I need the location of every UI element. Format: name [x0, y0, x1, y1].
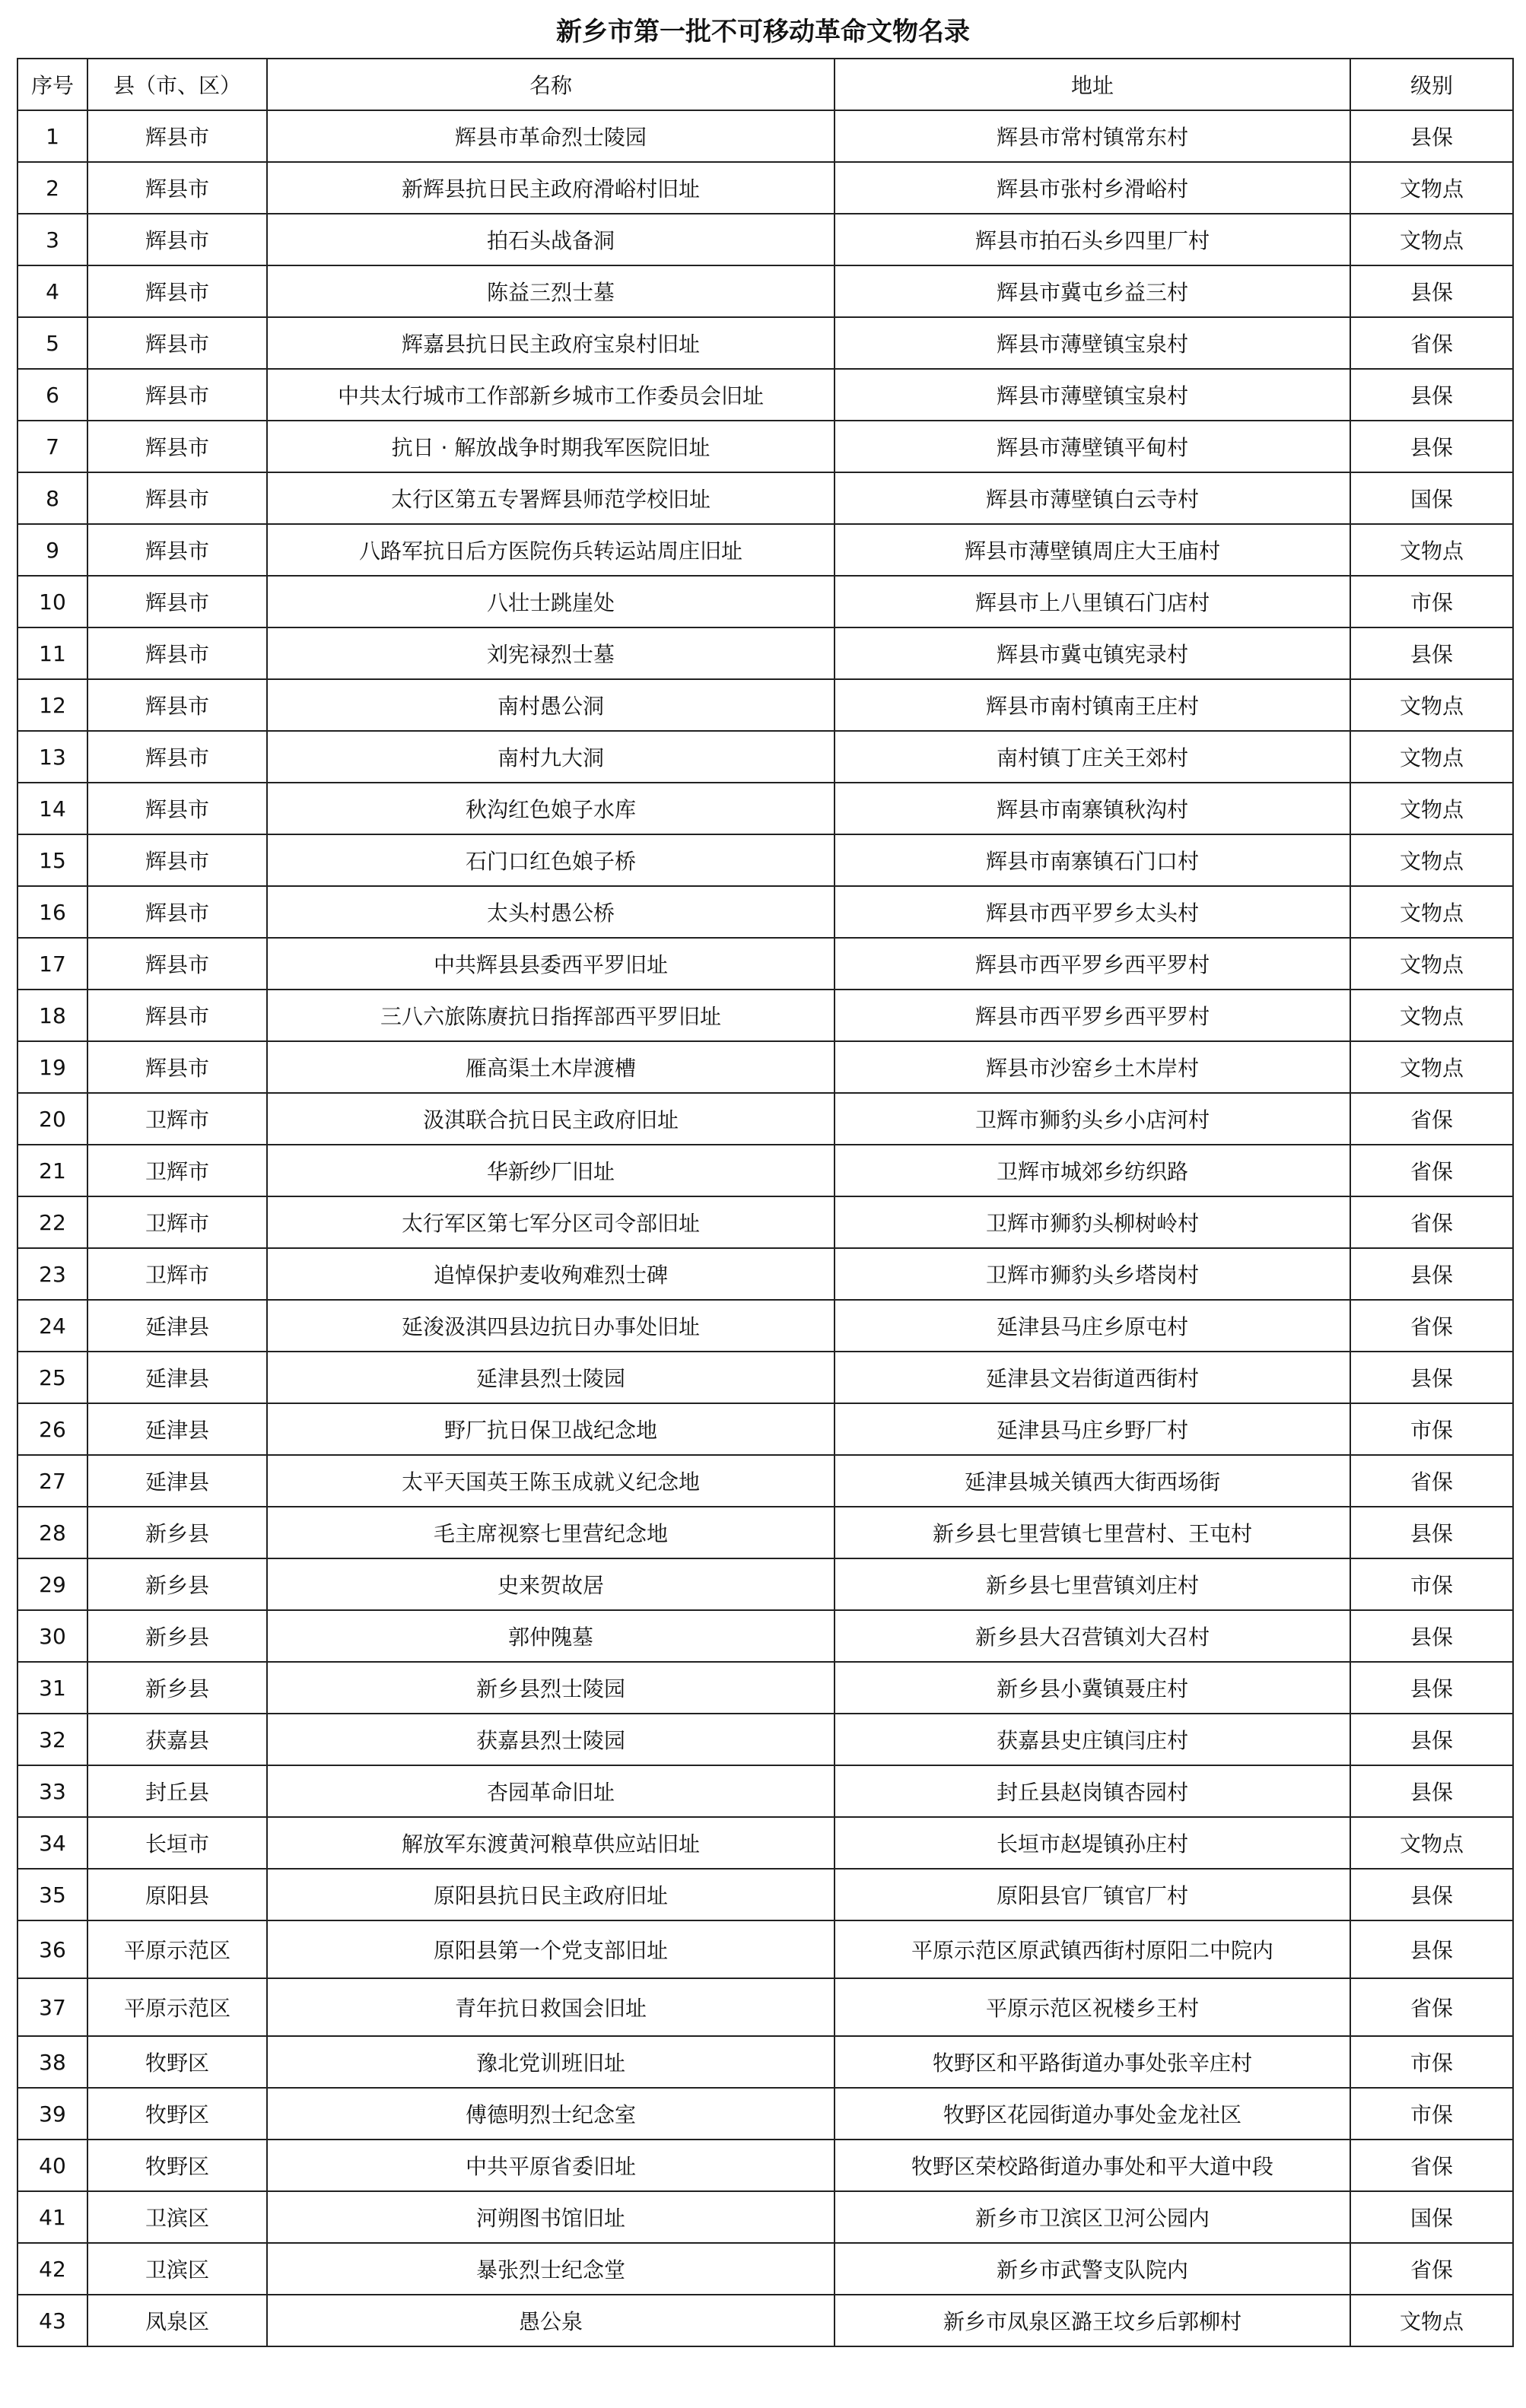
row-name-cell: 辉县市革命烈士陵园: [267, 110, 835, 162]
header-address: 地址: [835, 59, 1350, 110]
row-name-cell: 新辉县抗日民主政府滑峪村旧址: [267, 162, 835, 214]
row-level-cell: 文物点: [1350, 783, 1513, 834]
row-address-cell: 南村镇丁庄关王郊村: [835, 731, 1350, 783]
row-name-cell: 太头村愚公桥: [267, 886, 835, 938]
table-row: [17, 783, 1513, 834]
row-county-cell: 封丘县: [87, 1765, 267, 1817]
row-index-cell: 22: [17, 1196, 87, 1248]
row-level-cell: 县保: [1350, 421, 1513, 472]
row-county-cell: 卫滨区: [87, 2191, 267, 2243]
row-name-cell: 拍石头战备洞: [267, 214, 835, 265]
row-county-cell: 平原示范区: [87, 1920, 267, 1978]
row-name-cell: 南村九大洞: [267, 731, 835, 783]
table-row: [17, 317, 1513, 369]
row-index-cell: 1: [17, 110, 87, 162]
table-row: [17, 369, 1513, 421]
row-address-cell: 新乡县七里营镇七里营村、王屯村: [835, 1507, 1350, 1558]
table-row: [17, 214, 1513, 265]
row-level-cell: 县保: [1350, 265, 1513, 317]
row-county-cell: 辉县市: [87, 886, 267, 938]
row-name-cell: 陈益三烈士墓: [267, 265, 835, 317]
row-address-cell: 新乡县七里营镇刘庄村: [835, 1558, 1350, 1610]
row-county-cell: 新乡县: [87, 1507, 267, 1558]
row-address-cell: 辉县市薄壁镇周庄大王庙村: [835, 524, 1350, 576]
row-index-cell: 39: [17, 2088, 87, 2140]
row-level-cell: 市保: [1350, 2036, 1513, 2088]
table-row: [17, 472, 1513, 524]
row-county-cell: 延津县: [87, 1403, 267, 1455]
row-index-cell: 11: [17, 627, 87, 679]
row-name-cell: 八路军抗日后方医院伤兵转运站周庄旧址: [267, 524, 835, 576]
table-row: [17, 886, 1513, 938]
row-level-cell: 县保: [1350, 110, 1513, 162]
row-address-cell: 延津县马庄乡原屯村: [835, 1300, 1350, 1352]
row-county-cell: 延津县: [87, 1352, 267, 1403]
row-level-cell: 文物点: [1350, 679, 1513, 731]
row-index-cell: 34: [17, 1817, 87, 1869]
row-level-cell: 文物点: [1350, 886, 1513, 938]
row-county-cell: 辉县市: [87, 834, 267, 886]
row-county-cell: 辉县市: [87, 938, 267, 990]
row-level-cell: 国保: [1350, 2191, 1513, 2243]
table-row: [17, 265, 1513, 317]
row-index-cell: 17: [17, 938, 87, 990]
row-county-cell: 延津县: [87, 1455, 267, 1507]
row-county-cell: 长垣市: [87, 1817, 267, 1869]
row-level-cell: 省保: [1350, 1145, 1513, 1196]
row-level-cell: 省保: [1350, 1093, 1513, 1145]
table-body: [17, 110, 1513, 2346]
row-name-cell: 中共平原省委旧址: [267, 2140, 835, 2191]
row-index-cell: 13: [17, 731, 87, 783]
table-row: [17, 990, 1513, 1041]
table-row: [17, 2036, 1513, 2088]
header-county: 县（市、区）: [87, 59, 267, 110]
row-county-cell: 辉县市: [87, 110, 267, 162]
row-index-cell: 41: [17, 2191, 87, 2243]
row-county-cell: 辉县市: [87, 783, 267, 834]
row-name-cell: 新乡县烈士陵园: [267, 1662, 835, 1714]
row-county-cell: 卫辉市: [87, 1145, 267, 1196]
row-index-cell: 38: [17, 2036, 87, 2088]
header-level: 级别: [1350, 59, 1513, 110]
row-index-cell: 36: [17, 1920, 87, 1978]
table-row: [17, 1455, 1513, 1507]
row-level-cell: 省保: [1350, 1978, 1513, 2036]
row-county-cell: 辉县市: [87, 1041, 267, 1093]
row-address-cell: 延津县文岩街道西街村: [835, 1352, 1350, 1403]
row-name-cell: 南村愚公洞: [267, 679, 835, 731]
row-level-cell: 文物点: [1350, 731, 1513, 783]
row-level-cell: 市保: [1350, 2088, 1513, 2140]
row-county-cell: 卫辉市: [87, 1248, 267, 1300]
row-level-cell: 文物点: [1350, 162, 1513, 214]
row-index-cell: 27: [17, 1455, 87, 1507]
row-index-cell: 43: [17, 2295, 87, 2346]
header-index: 序号: [17, 59, 87, 110]
row-index-cell: 8: [17, 472, 87, 524]
row-address-cell: 新乡县小冀镇聂庄村: [835, 1662, 1350, 1714]
row-index-cell: 4: [17, 265, 87, 317]
row-county-cell: 平原示范区: [87, 1978, 267, 2036]
row-level-cell: 县保: [1350, 1352, 1513, 1403]
row-index-cell: 19: [17, 1041, 87, 1093]
table-row: [17, 2088, 1513, 2140]
row-county-cell: 辉县市: [87, 990, 267, 1041]
row-county-cell: 辉县市: [87, 576, 267, 627]
row-name-cell: 太平天国英王陈玉成就义纪念地: [267, 1455, 835, 1507]
row-county-cell: 牧野区: [87, 2140, 267, 2191]
row-county-cell: 原阳县: [87, 1869, 267, 1920]
row-address-cell: 新乡市凤泉区潞王坟乡后郭柳村: [835, 2295, 1350, 2346]
row-level-cell: 文物点: [1350, 2295, 1513, 2346]
row-address-cell: 卫辉市狮豹头乡小店河村: [835, 1093, 1350, 1145]
row-level-cell: 市保: [1350, 1403, 1513, 1455]
row-index-cell: 26: [17, 1403, 87, 1455]
row-index-cell: 21: [17, 1145, 87, 1196]
row-index-cell: 29: [17, 1558, 87, 1610]
row-address-cell: 辉县市南寨镇石门口村: [835, 834, 1350, 886]
row-address-cell: 卫辉市城郊乡纺织路: [835, 1145, 1350, 1196]
table-row: [17, 627, 1513, 679]
row-index-cell: 37: [17, 1978, 87, 2036]
row-address-cell: 辉县市南寨镇秋沟村: [835, 783, 1350, 834]
table-row: [17, 1765, 1513, 1817]
row-county-cell: 辉县市: [87, 265, 267, 317]
row-address-cell: 辉县市薄壁镇白云寺村: [835, 472, 1350, 524]
row-address-cell: 获嘉县史庄镇闫庄村: [835, 1714, 1350, 1765]
row-name-cell: 石门口红色娘子桥: [267, 834, 835, 886]
row-county-cell: 辉县市: [87, 214, 267, 265]
row-level-cell: 省保: [1350, 1300, 1513, 1352]
row-county-cell: 延津县: [87, 1300, 267, 1352]
table-row: [17, 1300, 1513, 1352]
row-name-cell: 愚公泉: [267, 2295, 835, 2346]
table-row: [17, 576, 1513, 627]
row-index-cell: 23: [17, 1248, 87, 1300]
table-row: [17, 1093, 1513, 1145]
header-name: 名称: [267, 59, 835, 110]
row-index-cell: 2: [17, 162, 87, 214]
row-address-cell: 长垣市赵堤镇孙庄村: [835, 1817, 1350, 1869]
row-address-cell: 辉县市上八里镇石门店村: [835, 576, 1350, 627]
row-address-cell: 卫辉市狮豹头柳树岭村: [835, 1196, 1350, 1248]
table-row: [17, 1403, 1513, 1455]
row-index-cell: 5: [17, 317, 87, 369]
row-address-cell: 封丘县赵岗镇杏园村: [835, 1765, 1350, 1817]
row-index-cell: 32: [17, 1714, 87, 1765]
row-name-cell: 原阳县第一个党支部旧址: [267, 1920, 835, 1978]
row-county-cell: 新乡县: [87, 1662, 267, 1714]
row-level-cell: 省保: [1350, 317, 1513, 369]
row-county-cell: 卫滨区: [87, 2243, 267, 2295]
row-name-cell: 抗日 · 解放战争时期我军医院旧址: [267, 421, 835, 472]
row-address-cell: 牧野区和平路街道办事处张辛庄村: [835, 2036, 1350, 2088]
row-index-cell: 10: [17, 576, 87, 627]
table-row: [17, 1869, 1513, 1920]
row-index-cell: 20: [17, 1093, 87, 1145]
row-address-cell: 辉县市西平罗乡西平罗村: [835, 938, 1350, 990]
row-name-cell: 豫北党训班旧址: [267, 2036, 835, 2088]
row-level-cell: 县保: [1350, 627, 1513, 679]
row-level-cell: 县保: [1350, 1662, 1513, 1714]
row-county-cell: 卫辉市: [87, 1196, 267, 1248]
table-row: [17, 938, 1513, 990]
table-row: [17, 1558, 1513, 1610]
row-index-cell: 6: [17, 369, 87, 421]
row-address-cell: 新乡市武警支队院内: [835, 2243, 1350, 2295]
row-level-cell: 国保: [1350, 472, 1513, 524]
row-address-cell: 辉县市南村镇南王庄村: [835, 679, 1350, 731]
row-county-cell: 辉县市: [87, 162, 267, 214]
row-name-cell: 河朔图书馆旧址: [267, 2191, 835, 2243]
row-index-cell: 3: [17, 214, 87, 265]
table-row: [17, 1041, 1513, 1093]
row-level-cell: 文物点: [1350, 524, 1513, 576]
table-row: [17, 731, 1513, 783]
row-index-cell: 35: [17, 1869, 87, 1920]
row-level-cell: 县保: [1350, 1714, 1513, 1765]
row-index-cell: 18: [17, 990, 87, 1041]
row-name-cell: 中共辉县县委西平罗旧址: [267, 938, 835, 990]
row-county-cell: 辉县市: [87, 369, 267, 421]
row-index-cell: 24: [17, 1300, 87, 1352]
row-address-cell: 辉县市沙窑乡土木岸村: [835, 1041, 1350, 1093]
row-name-cell: 史来贺故居: [267, 1558, 835, 1610]
row-level-cell: 县保: [1350, 1765, 1513, 1817]
table-row: [17, 1352, 1513, 1403]
table-row: [17, 1714, 1513, 1765]
row-index-cell: 12: [17, 679, 87, 731]
row-index-cell: 31: [17, 1662, 87, 1714]
row-level-cell: 文物点: [1350, 938, 1513, 990]
row-address-cell: 辉县市拍石头乡四里厂村: [835, 214, 1350, 265]
row-county-cell: 新乡县: [87, 1610, 267, 1662]
row-name-cell: 辉嘉县抗日民主政府宝泉村旧址: [267, 317, 835, 369]
row-address-cell: 延津县城关镇西大街西场街: [835, 1455, 1350, 1507]
row-county-cell: 辉县市: [87, 317, 267, 369]
row-level-cell: 县保: [1350, 369, 1513, 421]
row-name-cell: 三八六旅陈赓抗日指挥部西平罗旧址: [267, 990, 835, 1041]
row-index-cell: 15: [17, 834, 87, 886]
row-address-cell: 辉县市常村镇常东村: [835, 110, 1350, 162]
row-level-cell: 文物点: [1350, 1041, 1513, 1093]
table-row: [17, 2243, 1513, 2295]
row-name-cell: 青年抗日救国会旧址: [267, 1978, 835, 2036]
row-address-cell: 辉县市薄壁镇平甸村: [835, 421, 1350, 472]
table-row: [17, 1920, 1513, 1978]
row-name-cell: 八壮士跳崖处: [267, 576, 835, 627]
row-level-cell: 省保: [1350, 1196, 1513, 1248]
row-name-cell: 追悼保护麦收殉难烈士碑: [267, 1248, 835, 1300]
document-title: 新乡市第一批不可移动革命文物名录: [556, 17, 970, 47]
row-name-cell: 中共太行城市工作部新乡城市工作委员会旧址: [267, 369, 835, 421]
row-name-cell: 获嘉县烈士陵园: [267, 1714, 835, 1765]
row-level-cell: 县保: [1350, 1507, 1513, 1558]
row-level-cell: 文物点: [1350, 1817, 1513, 1869]
row-address-cell: 卫辉市狮豹头乡塔岗村: [835, 1248, 1350, 1300]
row-name-cell: 郭仲隗墓: [267, 1610, 835, 1662]
row-county-cell: 辉县市: [87, 421, 267, 472]
row-name-cell: 杏园革命旧址: [267, 1765, 835, 1817]
row-name-cell: 解放军东渡黄河粮草供应站旧址: [267, 1817, 835, 1869]
table-row: [17, 1817, 1513, 1869]
row-name-cell: 原阳县抗日民主政府旧址: [267, 1869, 835, 1920]
row-level-cell: 县保: [1350, 1248, 1513, 1300]
row-name-cell: 汲淇联合抗日民主政府旧址: [267, 1093, 835, 1145]
row-address-cell: 辉县市西平罗乡西平罗村: [835, 990, 1350, 1041]
table-row: [17, 110, 1513, 162]
row-county-cell: 卫辉市: [87, 1093, 267, 1145]
row-name-cell: 刘宪禄烈士墓: [267, 627, 835, 679]
row-index-cell: 30: [17, 1610, 87, 1662]
table-header-row: [17, 59, 1513, 110]
row-name-cell: 野厂抗日保卫战纪念地: [267, 1403, 835, 1455]
row-address-cell: 辉县市张村乡滑峪村: [835, 162, 1350, 214]
row-county-cell: 新乡县: [87, 1558, 267, 1610]
row-address-cell: 辉县市冀屯乡益三村: [835, 265, 1350, 317]
row-name-cell: 雁高渠土木岸渡槽: [267, 1041, 835, 1093]
row-address-cell: 辉县市西平罗乡太头村: [835, 886, 1350, 938]
row-address-cell: 延津县马庄乡野厂村: [835, 1403, 1350, 1455]
row-address-cell: 辉县市薄壁镇宝泉村: [835, 317, 1350, 369]
row-level-cell: 文物点: [1350, 990, 1513, 1041]
row-name-cell: 暴张烈士纪念堂: [267, 2243, 835, 2295]
row-level-cell: 文物点: [1350, 214, 1513, 265]
row-index-cell: 25: [17, 1352, 87, 1403]
row-name-cell: 毛主席视察七里营纪念地: [267, 1507, 835, 1558]
table-row: [17, 1978, 1513, 2036]
table-row: [17, 834, 1513, 886]
table-row: [17, 421, 1513, 472]
row-name-cell: 太行区第五专署辉县师范学校旧址: [267, 472, 835, 524]
row-county-cell: 辉县市: [87, 731, 267, 783]
table-row: [17, 1196, 1513, 1248]
row-index-cell: 9: [17, 524, 87, 576]
row-address-cell: 平原示范区祝楼乡王村: [835, 1978, 1350, 2036]
table-row: [17, 1145, 1513, 1196]
row-address-cell: 原阳县官厂镇官厂村: [835, 1869, 1350, 1920]
table-row: [17, 2295, 1513, 2346]
row-name-cell: 傅德明烈士纪念室: [267, 2088, 835, 2140]
row-level-cell: 县保: [1350, 1920, 1513, 1978]
row-level-cell: 县保: [1350, 1869, 1513, 1920]
row-county-cell: 牧野区: [87, 2088, 267, 2140]
row-index-cell: 16: [17, 886, 87, 938]
row-address-cell: 牧野区荣校路街道办事处和平大道中段: [835, 2140, 1350, 2191]
row-county-cell: 辉县市: [87, 627, 267, 679]
row-address-cell: 辉县市薄壁镇宝泉村: [835, 369, 1350, 421]
row-index-cell: 28: [17, 1507, 87, 1558]
row-level-cell: 省保: [1350, 1455, 1513, 1507]
row-index-cell: 7: [17, 421, 87, 472]
row-index-cell: 40: [17, 2140, 87, 2191]
row-county-cell: 获嘉县: [87, 1714, 267, 1765]
row-level-cell: 县保: [1350, 1610, 1513, 1662]
row-county-cell: 辉县市: [87, 472, 267, 524]
relic-list-table: [17, 58, 1514, 2347]
table-row: [17, 524, 1513, 576]
table-row: [17, 2140, 1513, 2191]
row-level-cell: 省保: [1350, 2140, 1513, 2191]
row-name-cell: 延浚汲淇四县边抗日办事处旧址: [267, 1300, 835, 1352]
row-address-cell: 新乡县大召营镇刘大召村: [835, 1610, 1350, 1662]
table-row: [17, 1248, 1513, 1300]
row-index-cell: 14: [17, 783, 87, 834]
table-row: [17, 1662, 1513, 1714]
row-county-cell: 牧野区: [87, 2036, 267, 2088]
row-address-cell: 新乡市卫滨区卫河公园内: [835, 2191, 1350, 2243]
table-row: [17, 679, 1513, 731]
row-name-cell: 秋沟红色娘子水库: [267, 783, 835, 834]
table-row: [17, 1610, 1513, 1662]
table-row: [17, 2191, 1513, 2243]
row-county-cell: 辉县市: [87, 524, 267, 576]
row-name-cell: 华新纱厂旧址: [267, 1145, 835, 1196]
row-index-cell: 33: [17, 1765, 87, 1817]
row-level-cell: 文物点: [1350, 834, 1513, 886]
row-level-cell: 省保: [1350, 2243, 1513, 2295]
row-level-cell: 市保: [1350, 1558, 1513, 1610]
row-name-cell: 延津县烈士陵园: [267, 1352, 835, 1403]
row-address-cell: 辉县市冀屯镇宪录村: [835, 627, 1350, 679]
row-name-cell: 太行军区第七军分区司令部旧址: [267, 1196, 835, 1248]
row-county-cell: 辉县市: [87, 679, 267, 731]
row-index-cell: 42: [17, 2243, 87, 2295]
row-address-cell: 平原示范区原武镇西街村原阳二中院内: [835, 1920, 1350, 1978]
row-address-cell: 牧野区花园街道办事处金龙社区: [835, 2088, 1350, 2140]
row-county-cell: 凤泉区: [87, 2295, 267, 2346]
row-level-cell: 市保: [1350, 576, 1513, 627]
table-row: [17, 162, 1513, 214]
table-row: [17, 1507, 1513, 1558]
